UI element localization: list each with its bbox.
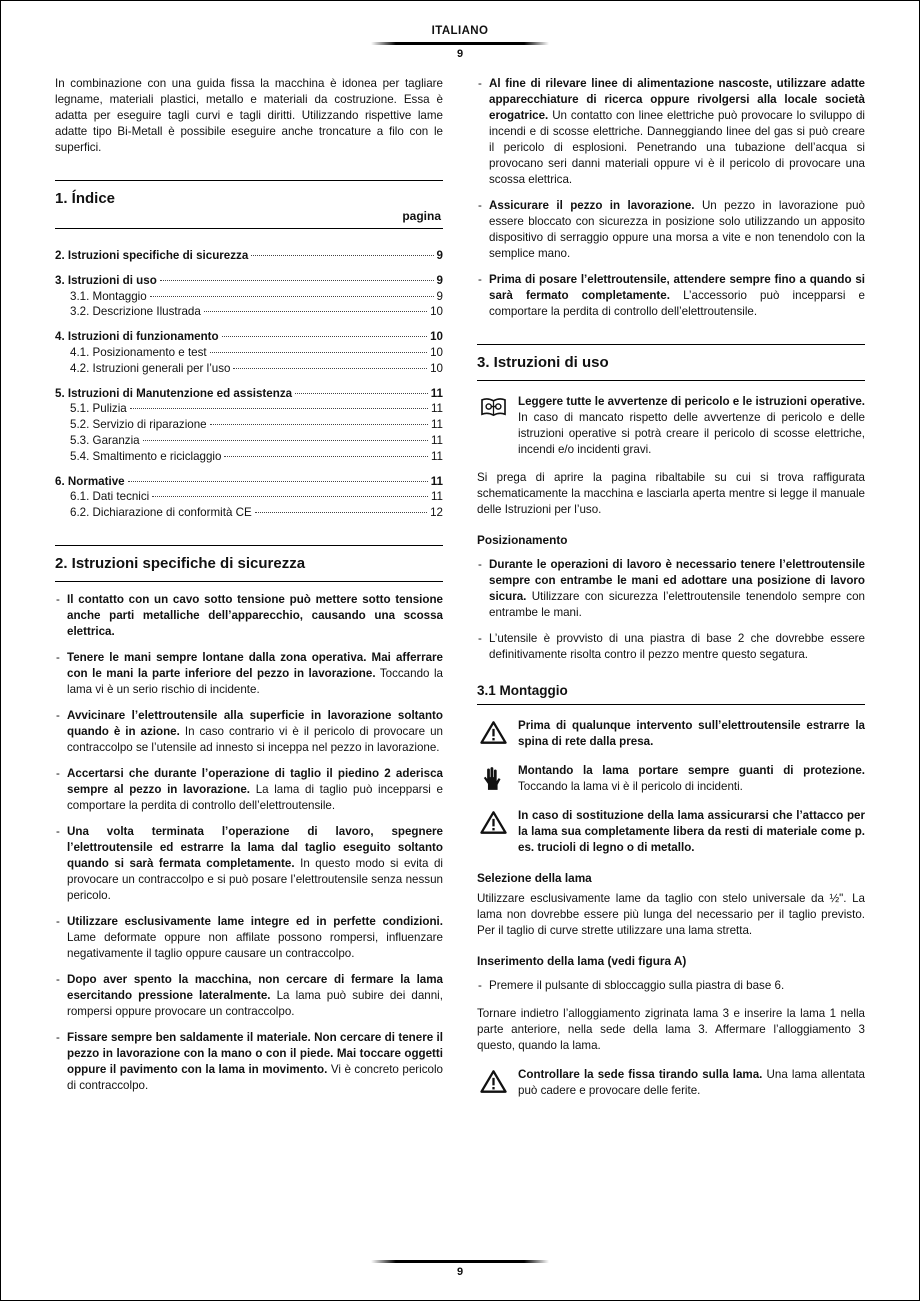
toc-entry (55, 433, 443, 449)
posizionamento-item (477, 631, 865, 663)
safety-item-lead: Utilizzare esclusivamente lame integre ed in perfette condizioni. (67, 914, 443, 928)
safety-item-text: La lama di taglio può incepparsi e comportare la perdita di controllo dell’elettroutensile. (67, 782, 443, 812)
toc-entry-page: 10 (430, 345, 443, 359)
safety-item-text: Un pezzo in lavorazione può essere bloccato con sicurezza in posizione solo utilizzando un apposito dispositivo di serraggio oppure una morsa a vite e non tenendolo con la semplice mano. (489, 199, 865, 260)
toc-entry (55, 329, 443, 345)
safety-item (55, 972, 443, 1020)
safety-item-text: L’accessorio può incepparsi e comportare la perdita di controllo dell’elettroutensile. (489, 289, 865, 318)
page-number-top: 9 (456, 48, 464, 60)
toc-entry-label: 5.1. Pulizia (70, 402, 127, 416)
warning-lead: In caso di sostituzione della lama assicurarsi che l’attacco per la lama sua completamente libera da resti di materiale come p. es. trucioli di legno o di metallo. (518, 809, 865, 854)
toc-leader-dots (233, 368, 427, 369)
posizionamento-item (477, 557, 865, 621)
page-footer (1, 1255, 919, 1278)
posizionamento-heading: Posizionamento (477, 533, 568, 547)
safety-item-text: In questo modo si evita di provocare un contraccolpo e si può posare l’elettroutensile senza nessun pericolo. (67, 856, 443, 902)
toc-leader-dots (152, 496, 428, 497)
safety-item (55, 914, 443, 962)
toc-leader-dots (224, 456, 428, 457)
toc-entry (55, 304, 443, 320)
safety-item (55, 708, 443, 756)
safety-item-text: Vi è concreto pericolo di contraccolpo. (67, 1062, 443, 1092)
safety-item (55, 592, 443, 640)
selezione-heading: Selezione della lama (477, 871, 592, 885)
toc-leader-dots (210, 352, 427, 353)
item-text: Premere il pulsante di sbloccaggio sulla piastra di base 6. (489, 979, 785, 992)
warning-text: Una lama allentata può cadere e provocare delle ferite. (518, 1068, 865, 1097)
toc-leader-dots (128, 481, 428, 482)
toc-entry (55, 505, 443, 521)
toc-entry-page: 9 (436, 289, 443, 303)
toc-heading-block (55, 180, 443, 229)
safety-item-text: Lame deformate oppure non affilate possono rompersi, influenzare negativamente il taglio oppure causare un contraccolpo. (67, 930, 443, 960)
warning-item (477, 763, 865, 795)
item-lead: Durante le operazioni di lavoro è necessario tenere l’elettroutensile sempre con entrambe le mani ed adottare una posizione di lavoro sicura. (489, 558, 865, 603)
toc-leader-dots (222, 336, 427, 337)
toc-entry (55, 449, 443, 465)
toc-entry-label: 5.2. Servizio di riparazione (70, 418, 207, 432)
header-rule (371, 42, 549, 45)
toc-leader-dots (143, 440, 428, 441)
toc-leader-dots (295, 393, 428, 394)
safety-item-lead: Avvicinare l’elettroutensile alla superficie in lavorazione soltanto quando è in azione. (67, 708, 443, 738)
safety-item (477, 272, 865, 320)
toc-entry (55, 345, 443, 361)
intro-paragraph: In combinazione con una guida fissa la macchina è idonea per tagliare legname, materiali plastici, metallo e materiali da costruzione. Essa è adatta per eseguire tagli curvi e tagli diritti. Utilizzando rispettive lame adatte tipo Bi-Metall è possibile eseguire anche troncature a filo con le superfici. (55, 77, 443, 154)
safety-item (55, 766, 443, 814)
section3-heading: 3. Istruzioni di uso (477, 354, 609, 371)
warning-lead: Montando la lama portare sempre guanti di protezione. (518, 764, 865, 777)
item-text: Utilizzare con sicurezza l’elettroutensile tenendolo sempre con entrambe le mani. (489, 590, 865, 619)
safety-item-lead: Al fine di rilevare linee di alimentazione nascoste, utilizzare adatte apparecchiature di ricerca oppure rivolgersi alla locale società erogatrice. (489, 77, 865, 122)
safety-item-lead: Accertarsi che durante l’operazione di taglio il piedino 2 aderisca sempre al pezzo in lavorazione. (67, 766, 443, 796)
toc-entry (55, 474, 443, 490)
toc-entry-label: 6. Normative (55, 474, 125, 488)
safety-item-text: In caso contrario vi è il pericolo di provocare un contraccolpo se l’utensile ad innesto si inceppa nel pezzo in lavorazione. (67, 724, 443, 754)
page-number-bottom: 9 (456, 1266, 464, 1278)
toc-entry-label: 3. Istruzioni di uso (55, 273, 157, 287)
warning-text: Toccando la lama vi è il pericolo di incidenti. (518, 780, 743, 793)
toc-heading: 1. Índice (55, 190, 116, 207)
safety-list-left (55, 592, 443, 1094)
toc-entry (55, 417, 443, 433)
toc-entry-page: 11 (430, 402, 443, 416)
toc-leader-dots (251, 255, 433, 256)
toc-entry-page: 11 (430, 433, 443, 447)
safety-item-lead: Fissare sempre ben saldamente il materiale. Non cercare di tenere il pezzo in lavorazione con la mano o con il piede. Mai toccare oggetti oppure il pavimento con la lama in movimento. (67, 1030, 443, 1076)
toc-entry (55, 361, 443, 377)
toc-entry-label: 2. Istruzioni specifiche di sicurezza (55, 249, 249, 262)
toc-entry-page: 12 (430, 506, 443, 520)
safety-item-lead: Tenere le mani sempre lontane dalla zona operativa. Mai afferrare con le mani la parte inferiore del pezzo in lavorazione. (67, 650, 443, 680)
warning-lead: Controllare la sede fissa tirando sulla lama. (518, 1068, 763, 1081)
table-of-contents (55, 229, 443, 521)
safety-item (55, 650, 443, 698)
warning-triangle-icon (477, 1067, 509, 1094)
toc-entry-label: 4. Istruzioni di funzionamento (55, 330, 219, 344)
safety-item-text: Toccando la lama vi è un serio rischio di incidente. (67, 666, 443, 696)
toc-entry (55, 273, 443, 289)
footer-rule (371, 1260, 549, 1263)
safety-item-text: Un contatto con linee elettriche può provocare lo sviluppo di incendi e di scosse elettriche. Danneggiando linee del gas si può creare il pericolo di esplosioni. Penetrando una tubazione dell’acqua si provocano seri danni materiali oppure vi è il pericolo di provocare una scossa elettrica. (489, 109, 865, 186)
toc-entry-label: 5.4. Smaltimento e riciclaggio (70, 449, 222, 463)
right-column (477, 76, 865, 1099)
toc-leader-dots (130, 408, 428, 409)
toc-pagina-label: pagina (402, 209, 441, 223)
warning-lead: Prima di qualunque intervento sull’elettroutensile estrarre la spina di rete dalla presa. (518, 719, 865, 748)
safety-item-lead: Il contatto con un cavo sotto tensione può mettere sotto tensione anche parti metalliche dell’apparecchio, causando una scossa elettrica. (67, 592, 443, 638)
toc-entry-label: 5.3. Garanzia (70, 433, 140, 447)
section2-heading: 2. Istruzioni specifiche di sicurezza (55, 554, 306, 572)
toc-entry-page: 9 (436, 249, 443, 262)
safety-item (55, 824, 443, 904)
toc-entry-page: 11 (430, 474, 443, 488)
safety-list-right (477, 76, 865, 320)
warning-item (477, 1067, 865, 1099)
toc-entry-page: 11 (430, 418, 443, 432)
warning-item (477, 808, 865, 856)
page-header (55, 25, 865, 60)
final-warning (477, 1067, 865, 1099)
toc-entry-label: 6.1. Dati tecnici (70, 490, 150, 504)
warning-triangle-icon (477, 808, 509, 835)
notice-lead: Leggere tutte le avvertenze di pericolo e le istruzioni operative. (518, 395, 865, 408)
toc-entry-page: 9 (436, 273, 443, 287)
inserimento-heading: Inserimento della lama (vedi figura A) (477, 954, 687, 968)
toc-entry (55, 489, 443, 505)
toc-entry-label: 3.2. Descrizione Ilustrada (70, 305, 201, 319)
warning-triangle-icon (477, 718, 509, 745)
toc-entry-page: 10 (430, 305, 443, 319)
safety-item (477, 76, 865, 188)
toc-entry-page: 10 (430, 330, 443, 344)
selezione-paragraph: Utilizzare esclusivamente lame da taglio con stelo universale da ½". La lama non dovrebbe essere più lunga del necessario per il taglio previsto. Per il taglio di curve strette utilizzare una lama stretta. (477, 892, 865, 937)
inserimento-paragraph: Tornare indietro l’alloggiamento zigrinata lama 3 e inserire la lama 1 nella parte anteriore, nella sede della lama 3. Affermare l’alloggiamento 3 questo, quando la lama. (477, 1007, 865, 1052)
safety-item-text: La lama può subire dei danni, rompersi oppure provocare un contraccolpo. (67, 988, 443, 1018)
safety-item (477, 198, 865, 262)
toc-leader-dots (255, 512, 427, 513)
toc-entry-label: 3.1. Montaggio (70, 289, 147, 303)
toc-entry-label: 6.2. Dichiarazione di conformità CE (70, 506, 252, 520)
warning-item (477, 718, 865, 750)
two-column-layout (55, 76, 865, 1099)
montaggio-warnings (477, 718, 865, 856)
safety-item-lead: Dopo aver spento la macchina, non cercare di fermare la lama esercitando pressione lateralmente. (67, 972, 443, 1002)
toc-entry-page: 11 (430, 386, 443, 400)
toc-entry (55, 289, 443, 305)
read-manual-icon (477, 394, 509, 419)
safety-item-lead: Assicurare il pezzo in lavorazione. (489, 199, 695, 212)
section3-heading-block (477, 344, 865, 381)
toc-entry-page: 11 (430, 449, 443, 463)
safety-item-lead: Prima di posare l’elettroutensile, attendere sempre fino a quando si sarà fermato completamente. (489, 273, 865, 302)
toc-leader-dots (204, 311, 427, 312)
inserimento-list (477, 978, 865, 994)
montaggio-heading: 3.1 Montaggio (477, 683, 865, 705)
toc-entry-label: 4.2. Istruzioni generali per l’uso (70, 361, 231, 375)
toc-leader-dots (150, 296, 434, 297)
language-label: ITALIANO (431, 25, 489, 37)
toc-entry-label: 4.1. Posizionamento e test (70, 345, 207, 359)
posizionamento-list (477, 557, 865, 663)
toc-entry-page: 11 (430, 490, 443, 504)
toc-entry (55, 401, 443, 417)
open-page-paragraph: Si prega di aprire la pagina ribaltabile su cui si trova raffigurata schematicamente la macchina e lasciarla aperta mentre si legge il manuale delle Istruzioni per l’uso. (477, 471, 865, 516)
safety-item (55, 1030, 443, 1094)
toc-entry-page: 10 (430, 361, 443, 375)
inserimento-item (477, 978, 865, 994)
toc-entry (55, 248, 443, 264)
read-manual-notice (477, 394, 865, 458)
section2-heading-block (55, 545, 443, 582)
notice-text: In caso di mancato rispetto delle avvertenze di pericolo e delle istruzioni operative si potrà creare il pericolo di scosse elettriche, incendi e/o incidenti gravi. (518, 411, 865, 456)
safety-item-lead: Una volta terminata l’operazione di lavoro, spegnere l’elettroutensile ed estrarre la lama dal taglio eseguito soltanto quando si sarà fermata completamente. (67, 824, 443, 870)
toc-entry (55, 386, 443, 402)
item-text: L’utensile è provvisto di una piastra di base 2 che dovrebbe essere definitivamente risolta contro il pezzo mentre questo segatura. (489, 632, 865, 661)
notice-item (477, 394, 865, 458)
toc-leader-dots (210, 424, 428, 425)
toc-leader-dots (160, 280, 434, 281)
toc-entry-label: 5. Istruzioni di Manutenzione ed assistenza (55, 386, 293, 400)
protective-glove-icon (477, 763, 509, 791)
left-column (55, 76, 443, 1099)
